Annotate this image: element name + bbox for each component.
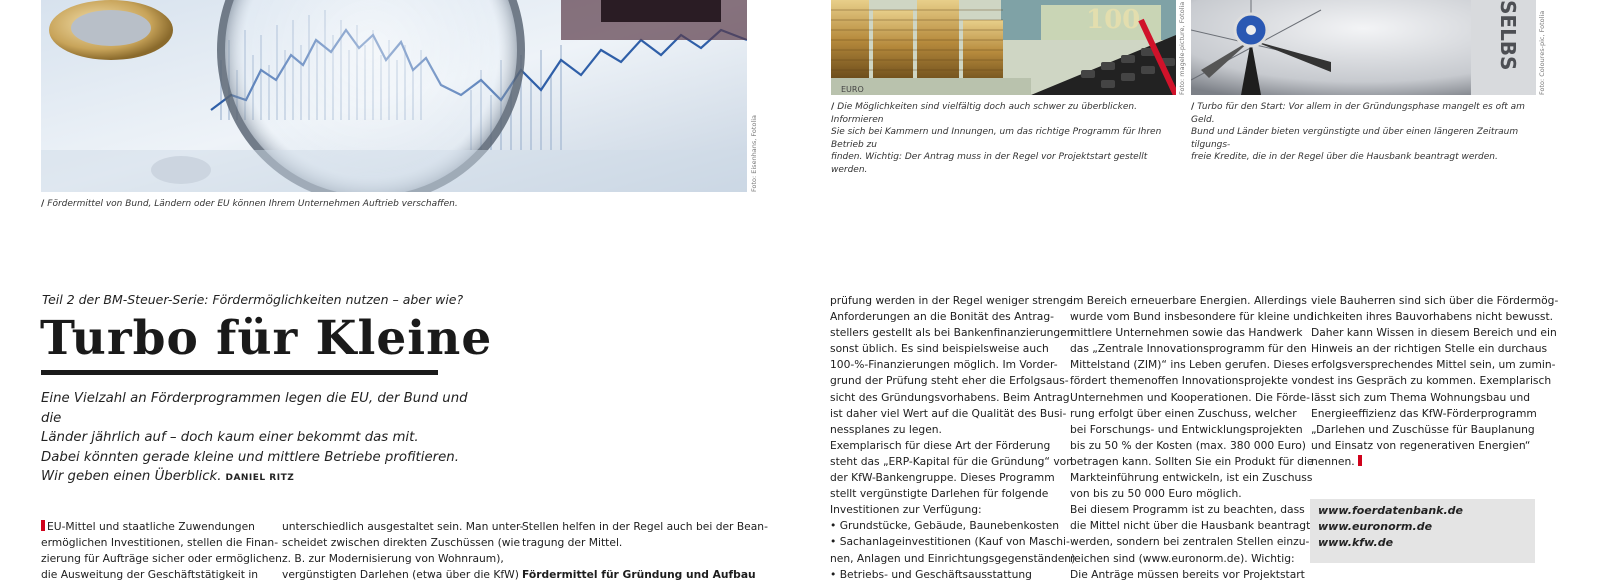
lead-line: Dabei könnten gerade kleine und mittlere Betriebe profitieren.	[41, 449, 459, 465]
body-line: lichkeiten ihres Bauvorhabens nicht bewusst.	[1311, 310, 1554, 324]
body-line: lässt sich zum Thema Wohnungsbau und	[1311, 390, 1531, 404]
coins-photo	[831, 0, 1176, 95]
body-line: Investitionen zur Verfügung:	[830, 503, 982, 517]
bullet-item: • Betriebs- und Geschäftsausstattung	[830, 567, 1032, 581]
body-column-1	[41, 519, 282, 583]
body-line: Markteinführung entwickeln, ist ein Zuschuss	[1070, 471, 1313, 485]
photo-credit-main: Foto: Eisenhans, Fotolia	[750, 114, 758, 192]
body-line: Daher kann Wissen in diesem Bereich und ein	[1311, 326, 1557, 340]
body-line: fördert themenoffen Innovationsprojekte von	[1070, 374, 1311, 388]
lead-line: Eine Vielzahl an Förderprogrammen legen die EU, der Bund und die	[41, 391, 468, 426]
caption-line: freie Kredite, die in der Regel über die Hausbank beantragt werden.	[1191, 152, 1498, 162]
body-column-4	[830, 293, 1075, 583]
body-line: mittlere Unternehmen sowie das Handwerk	[1070, 326, 1303, 340]
body-line: der KfW-Bankengruppe. Dieses Programm	[830, 471, 1055, 485]
body-line: bis zu 50 % der Kosten (max. 380 000 Euro)	[1070, 438, 1306, 452]
body-line: EU-Mittel und staatliche Zuwendungen	[47, 520, 255, 533]
caption-coins	[831, 101, 1176, 176]
body-line: Hinweis an der richtigen Stelle ein durchaus	[1311, 342, 1548, 356]
section-heading: Fördermittel für Gründung und Aufbau	[522, 568, 756, 582]
body-line: tragung der Mittel.	[522, 536, 623, 550]
body-line: nessplanes zu legen.	[830, 422, 942, 436]
lead-line: Wir geben einen Überblick.	[41, 469, 222, 484]
caption-line: Sie sich bei Kammern und Innungen, um das richtige Programm für Ihren Betrieb zu	[831, 127, 1162, 150]
caption-main	[41, 198, 458, 211]
body-column-6	[1311, 293, 1558, 470]
body-line: ist daher viel Wert auf die Qualität des Busi-	[830, 406, 1067, 420]
body-line: Energieeffizienz das KfW-Förderprogramm	[1311, 406, 1537, 420]
body-line: z. B. zur Modernisierung von Wohnraum),	[282, 552, 504, 566]
main-photo	[41, 0, 747, 192]
article-lead	[41, 389, 481, 489]
body-spacer	[522, 551, 768, 567]
caption-main-text: Fördermittel von Bund, Ländern oder EU können Ihrem Unternehmen Auftrieb verschaffen.	[47, 199, 458, 209]
caption-line: Die Möglichkeiten sind vielfältig doch auch schwer zu überblicken. Informieren	[831, 102, 1137, 125]
banknote-euro-text: EURO	[841, 85, 864, 94]
compass-image	[1191, 0, 1536, 95]
links-box	[1310, 499, 1535, 563]
body-column-5	[1070, 293, 1314, 583]
bullet-item: • Grundstücke, Gebäude, Baunebenkosten	[830, 519, 1060, 533]
body-line: die Ausweitung der Geschäftstätigkeit in	[41, 568, 259, 582]
body-line: nennen.	[1311, 454, 1355, 468]
body-line: das „Zentrale Innovationsprogramm für den	[1070, 342, 1307, 356]
body-line: im Bereich erneuerbare Energien. Allerdings	[1070, 294, 1307, 307]
caption-line: Bund und Länder bieten vergünstigte und über einen längeren Zeitraum tilgungs-	[1191, 127, 1519, 150]
body-line: 100-%-Finanzierungen möglich. Im Vorder-	[830, 358, 1058, 372]
link-euronorm[interactable]: www.euronorm.de	[1318, 520, 1433, 534]
caption-slash: /	[1191, 102, 1195, 112]
body-line: stellers gestellt als bei Bankenfinanzierungen	[830, 326, 1074, 340]
body-line: erfolgsversprechendes Mittel sein, um zumin-	[1311, 358, 1556, 372]
body-line: stellt vergünstigte Darlehen für folgende	[830, 487, 1049, 501]
body-line: Exemplarisch für diese Art der Förderung	[830, 438, 1051, 452]
compass-photo	[1191, 0, 1536, 95]
link-kfw[interactable]: www.kfw.de	[1318, 536, 1394, 550]
body-line: Mittelstand (ZIM)“ ins Leben gerufen. Dieses	[1070, 358, 1309, 372]
article-start-marker	[41, 520, 45, 531]
article-title: Turbo für Kleine	[40, 311, 493, 366]
body-line: nen, Anlagen und Einrichtungsgegenständen)	[830, 551, 1076, 565]
caption-line: Turbo für den Start: Vor allem in der Gründungsphase mangelt es oft am Geld.	[1191, 102, 1525, 125]
lead-line: Länder jährlich auf – doch kaum einer bekommt das mit.	[41, 430, 419, 445]
link-foerdatenbank[interactable]: www.foerdatenbank.de	[1318, 504, 1463, 517]
caption-slash: /	[831, 102, 835, 112]
series-kicker: Teil 2 der BM-Steuer-Serie: Fördermöglichkeiten nutzen – aber wie?	[42, 292, 464, 307]
body-line: reichen sind (www.euronorm.de). Wichtig:	[1070, 551, 1295, 565]
body-line: werden, sondern bei zentralen Stellen einzu-	[1070, 535, 1310, 549]
body-line: prüfung werden in der Regel weniger strenge	[830, 294, 1073, 307]
body-line: „Darlehen und Zuschüsse für Bauplanung	[1311, 422, 1535, 436]
bullet-item: • Sachanlageinvestitionen (Kauf von Maschi-	[830, 535, 1070, 549]
body-line: rung erfolgt über einen Zuschuss, welcher	[1070, 406, 1297, 420]
body-line: Stellen helfen in der Regel auch bei der Bean-	[522, 520, 768, 533]
body-line: viele Bauherren sind sich über die Fördermög-	[1311, 294, 1559, 307]
body-line: wurde vom Bund insbesondere für kleine und	[1070, 310, 1314, 324]
compass-dial-text: SELBS	[1496, 0, 1520, 71]
photo-credit-coins: Foto: magele-picture, Fotolia	[1178, 1, 1186, 95]
coins-calculator-image	[831, 0, 1176, 95]
body-column-3	[522, 519, 768, 583]
caption-line: finden. Wichtig: Der Antrag muss in der Regel vor Projektstart gestellt werden.	[831, 152, 1148, 175]
body-line: zierung für Aufträge sicher oder ermöglichen	[41, 552, 282, 566]
body-line: ermöglichen Investitionen, stellen die Finan-	[41, 536, 279, 550]
body-line: vergünstigten Darlehen (etwa über die KfW)	[282, 568, 519, 582]
caption-compass	[1191, 101, 1536, 164]
title-underline	[41, 370, 438, 375]
body-line: Anforderungen an die Bonität des Antrag-	[830, 310, 1054, 324]
body-line: Unternehmen und Kooperationen. Die Förde-	[1070, 390, 1310, 404]
body-line: Bei diesem Programm ist zu beachten, dass	[1070, 503, 1305, 517]
body-line: Die Anträge müssen bereits vor Projektstart	[1070, 567, 1305, 581]
body-line: steht das „ERP-Kapital für die Gründung“ von	[830, 454, 1073, 468]
body-line: unterschiedlich ausgestaltet sein. Man unter-	[282, 520, 524, 533]
body-line: sicht des Gründungsvorhabens. Beim Antrag	[830, 390, 1070, 404]
body-line: bei Forschungs- und Entwicklungsprojekten	[1070, 422, 1303, 436]
body-line: und Einsatz von regenerativen Energien“	[1311, 438, 1531, 452]
body-line: grund der Prüfung steht eher die Erfolgsaus-	[830, 374, 1069, 388]
banknote-numeral: 100	[1086, 5, 1141, 35]
magnifier-chart-image	[41, 0, 747, 192]
body-line: die Mittel nicht über die Hausbank beantragt	[1070, 519, 1311, 533]
article-end-marker	[1358, 455, 1362, 466]
body-line: scheidet zwischen direkten Zuschüssen (wie	[282, 536, 521, 550]
author-byline: DANIEL RITZ	[225, 473, 295, 483]
photo-credit-compass: Foto: Coloures-pic, Fotolia	[1538, 10, 1546, 95]
body-line: von bis zu 50 000 Euro möglich.	[1070, 487, 1242, 501]
body-line: dest ins Gespräch zu kommen. Exemplarisch	[1311, 374, 1552, 388]
caption-slash: /	[41, 199, 45, 209]
body-line: sonst üblich. Es sind beispielsweise auch	[830, 342, 1049, 356]
body-line: betragen kann. Sollten Sie ein Produkt für die	[1070, 454, 1314, 468]
body-column-2	[282, 519, 524, 583]
